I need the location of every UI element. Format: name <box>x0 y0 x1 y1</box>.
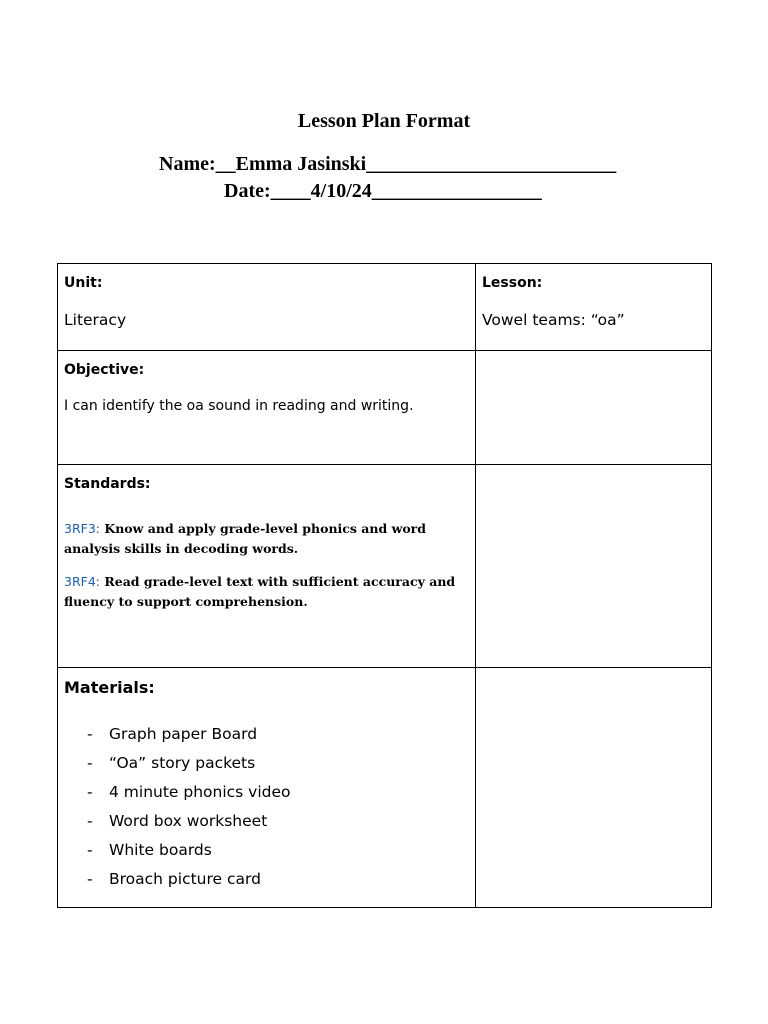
materials-list <box>64 720 469 894</box>
bullet-dash: - <box>87 783 93 801</box>
materials-list-item <box>64 749 469 778</box>
lesson-plan-table <box>57 263 712 908</box>
material-text: White boards <box>109 841 212 859</box>
materials-list-item <box>64 865 469 894</box>
bullet-dash: - <box>87 725 93 743</box>
objective-cell <box>58 351 476 465</box>
unit-cell <box>58 264 476 351</box>
materials-cell <box>58 668 476 908</box>
name-line: Name:__Emma Jasinski_________________________ <box>159 153 617 175</box>
material-text: Broach picture card <box>109 870 261 888</box>
material-text: “Oa” story packets <box>109 754 256 772</box>
materials-list-item <box>64 836 469 865</box>
material-text: Graph paper Board <box>109 725 258 743</box>
lesson-value: Vowel teams: “oa” <box>482 311 625 329</box>
bullet-dash: - <box>87 812 93 830</box>
standard-code: 3RF4: <box>64 574 100 589</box>
standard-item <box>64 572 469 612</box>
bullet-dash: - <box>87 754 93 772</box>
materials-notes-cell <box>476 668 712 908</box>
bullet-dash: - <box>87 870 93 888</box>
materials-list-item <box>64 720 469 749</box>
objective-text: I can identify the oa sound in reading and writing. <box>64 398 414 414</box>
materials-row <box>58 668 712 908</box>
lesson-label: Lesson: <box>482 275 543 291</box>
standard-code: 3RF3: <box>64 521 100 536</box>
bullet-dash: - <box>87 841 93 859</box>
materials-list-item <box>64 778 469 807</box>
document-title: Lesson Plan Format <box>297 110 471 132</box>
material-text: Word box worksheet <box>109 812 268 830</box>
standards-cell <box>58 465 476 668</box>
objective-row <box>58 351 712 465</box>
materials-list-item <box>64 807 469 836</box>
standards-label: Standards: <box>64 476 151 492</box>
standards-notes-cell <box>476 465 712 668</box>
unit-label: Unit: <box>64 275 103 291</box>
material-text: 4 minute phonics video <box>109 783 291 801</box>
date-line: Date:____4/10/24_________________ <box>224 180 542 202</box>
materials-label: Materials: <box>64 678 155 697</box>
standard-text: Know and apply grade-level phonics and word analysis skills in decoding words. <box>64 521 427 556</box>
unit-lesson-row <box>58 264 712 351</box>
standard-item <box>64 519 469 559</box>
objective-notes-cell <box>476 351 712 465</box>
lesson-cell <box>476 264 712 351</box>
standards-row <box>58 465 712 668</box>
unit-value: Literacy <box>64 311 127 329</box>
objective-label: Objective: <box>64 362 145 378</box>
standard-text: Read grade-level text with sufficient accuracy and fluency to support comprehension. <box>64 574 456 609</box>
